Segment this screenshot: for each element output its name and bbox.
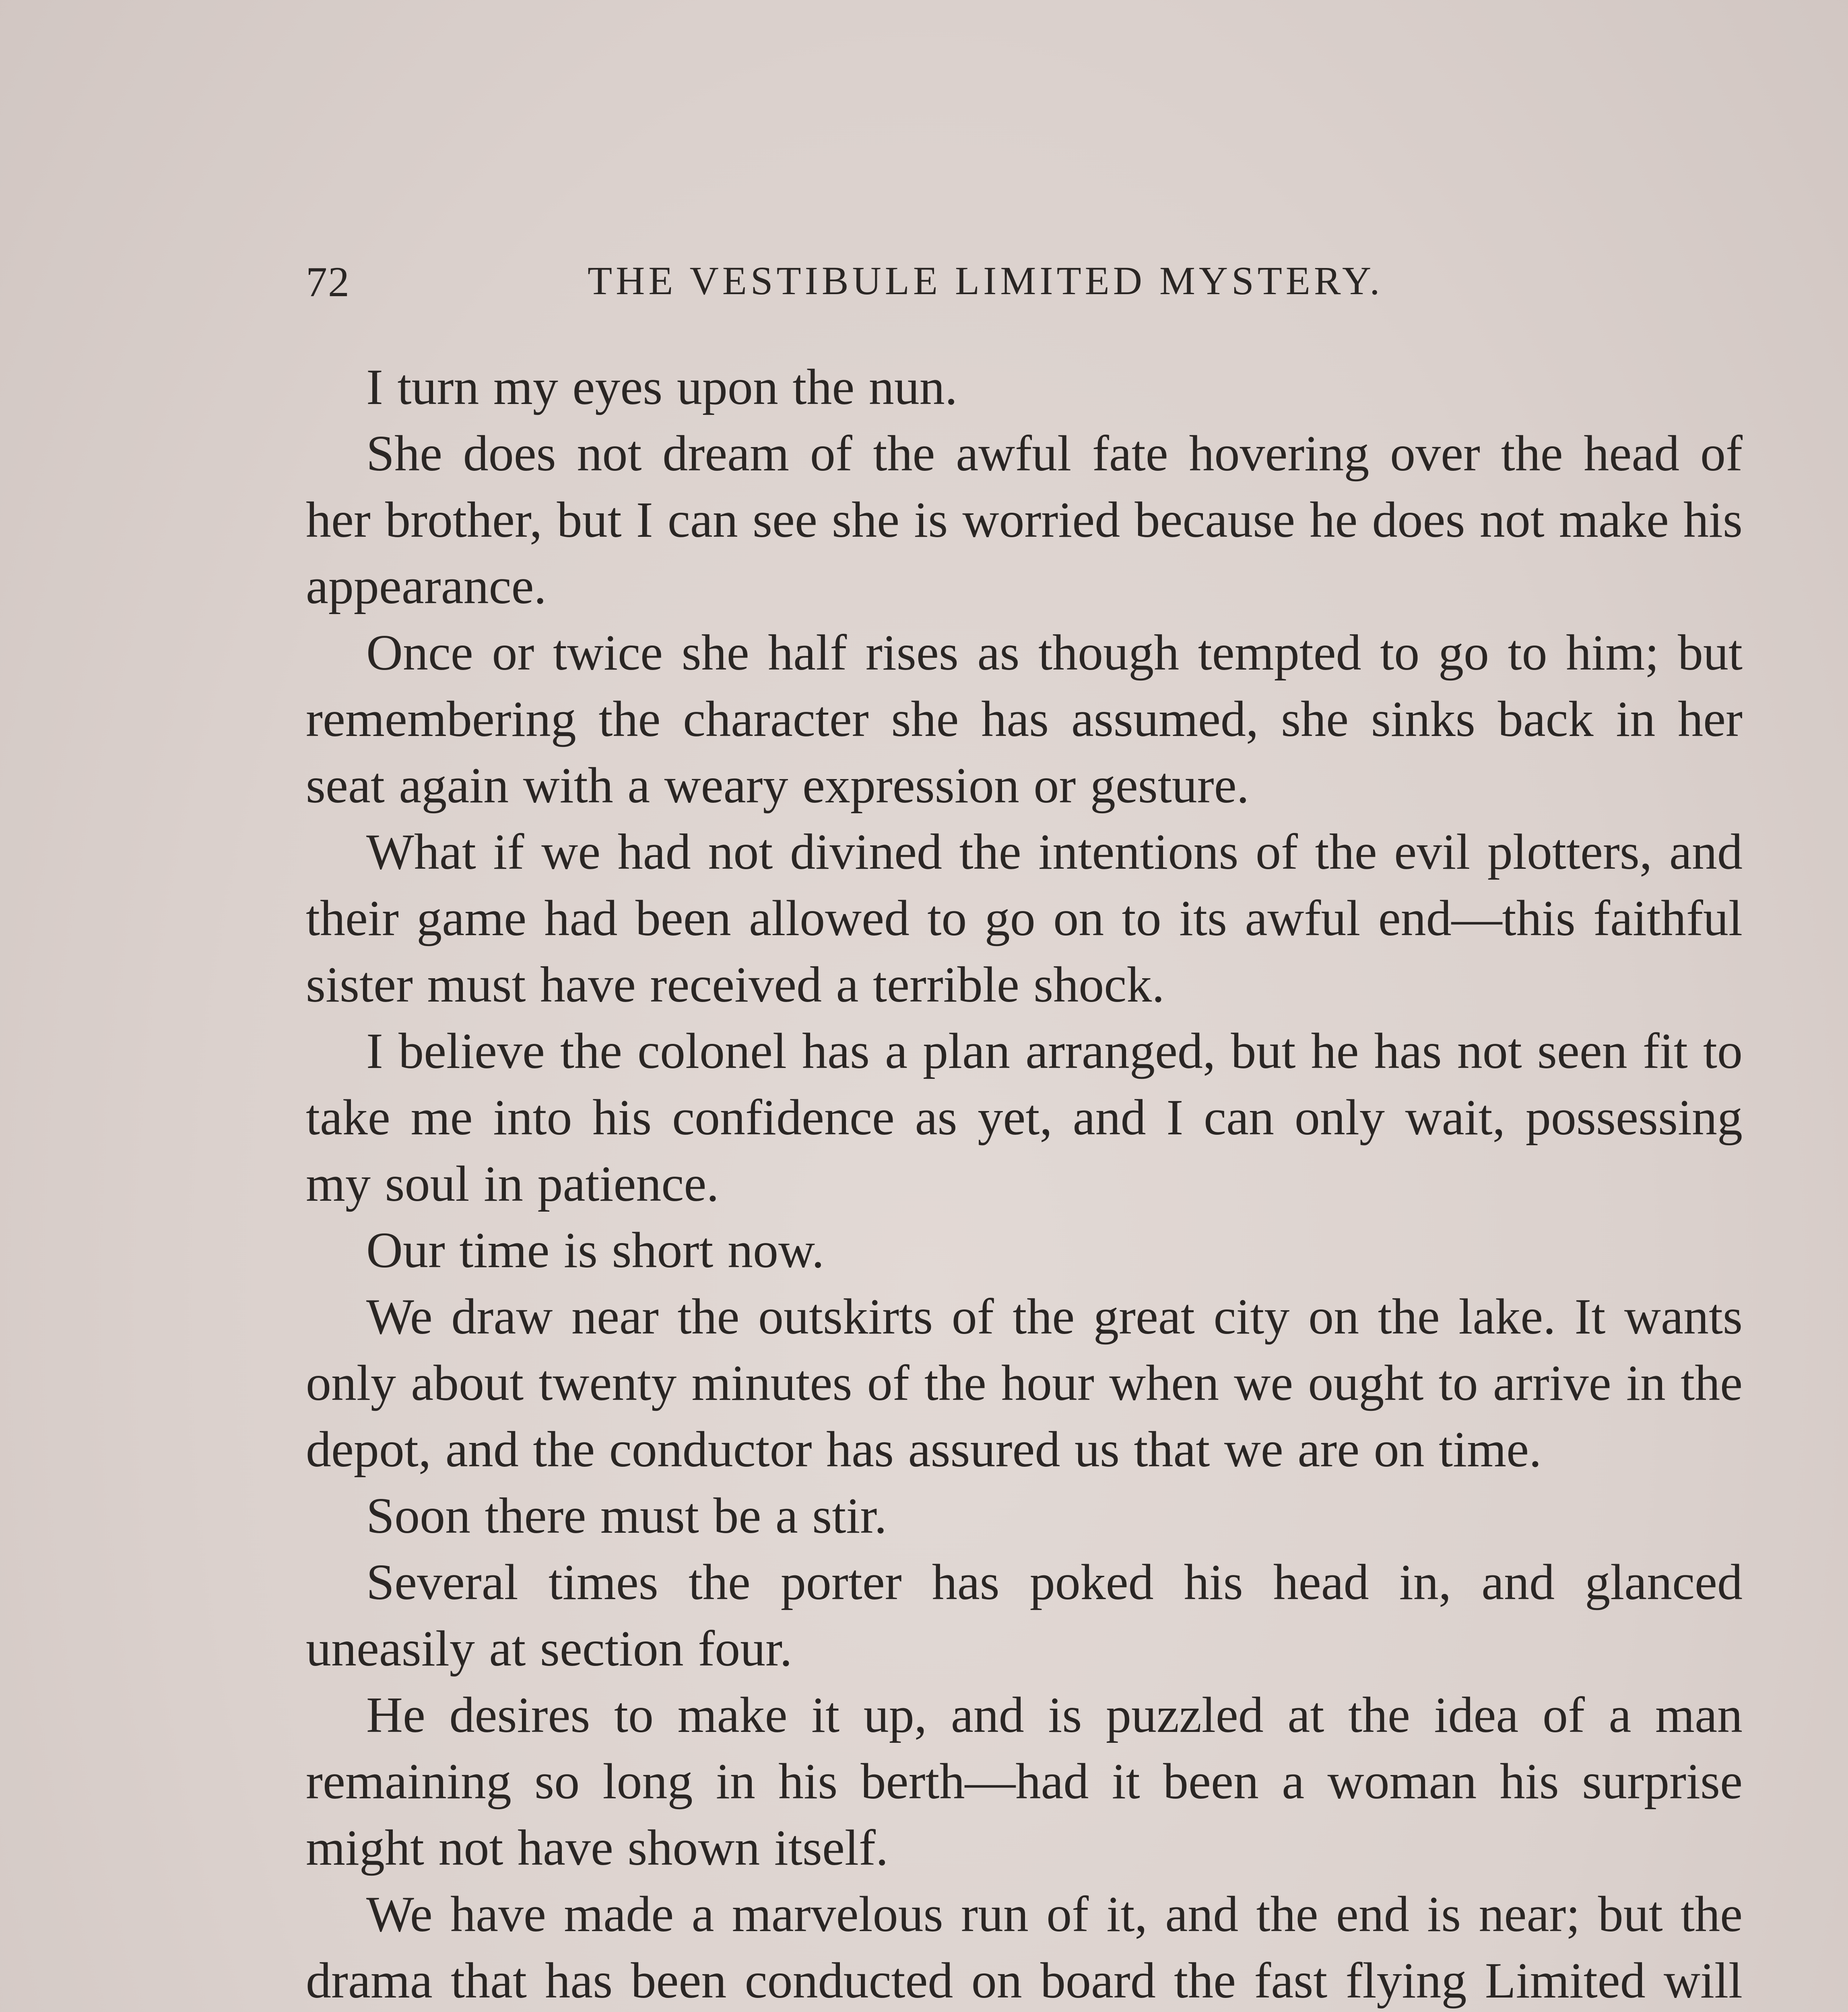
paragraph: She does not dream of the awful fate hovering over the head of her brother, but I can see she is worried because he does not make his appearance. <box>306 426 1743 614</box>
paragraph: Soon there must be a stir. <box>366 1488 887 1544</box>
body-text <box>306 354 1743 2012</box>
page-number: 72 <box>306 258 350 305</box>
running-head: THE VESTIBULE LIMITED MYSTERY. <box>588 258 1384 303</box>
paragraph: Several times the porter has poked his head in, and glanced uneasily at section four. <box>306 1554 1743 1677</box>
paragraph: What if we had not divined the intentions of the evil plotters, and their game had been allowed to go on to its awful end—this faithful sister must have received a terrible shock. <box>306 824 1743 1013</box>
paragraph: Our time is short now. <box>366 1222 825 1278</box>
paragraph: Once or twice she half rises as though tempted to go to him; but remembering the character she has assumed, she sinks back in her seat again with a weary expression or gesture. <box>306 625 1743 814</box>
paragraph: We draw near the outskirts of the great city on the lake. It wants only about twenty minutes of the hour when we ought to arrive in the depot, and the conductor has assured us that we are on time. <box>306 1289 1743 1478</box>
paragraph: He desires to make it up, and is puzzled at the idea of a man remaining so long in his berth—had it been a woman his surprise might not have shown itself. <box>306 1687 1743 1876</box>
paragraph: I turn my eyes upon the nun. <box>366 359 958 415</box>
paragraph: I believe the colonel has a plan arranged, but he has not seen fit to take me into his confidence as yet, and I can only wait, possessing my soul in patience. <box>306 1023 1743 1212</box>
paragraph: We have made a marvelous run of it, and the end is near; but the drama that has been conducted on board the fast flying Limited will <box>306 1886 1743 2009</box>
page-header <box>306 258 1521 322</box>
